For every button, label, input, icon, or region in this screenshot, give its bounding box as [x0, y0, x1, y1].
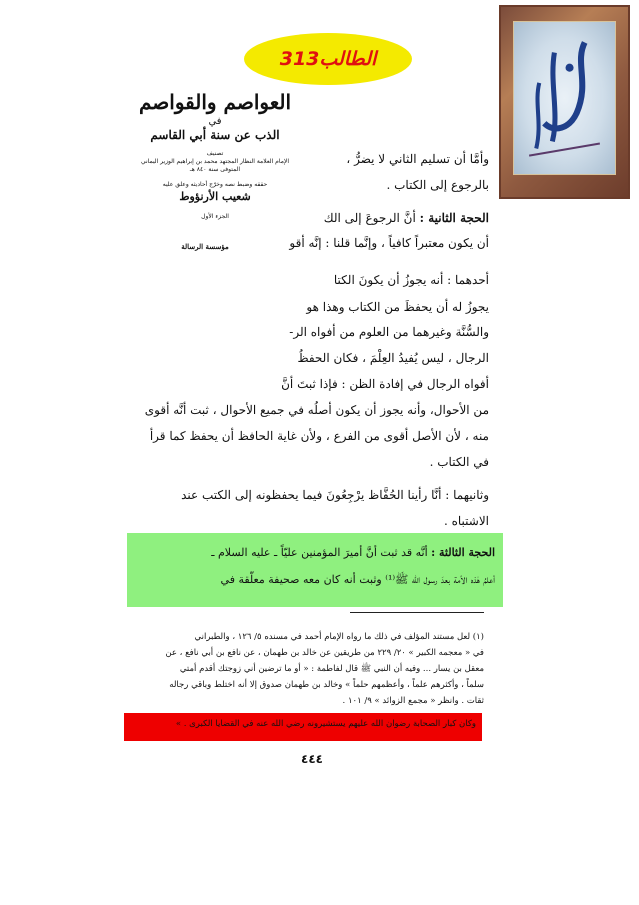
editor-intro: حققه وضبط نصه وخرّج أحاديثه وعلق عليه: [162, 181, 268, 189]
author-death: المتوفى سنة ٨٤٠ هـ: [189, 165, 241, 173]
body-line: أن يكون معتبراً كافياً ، وإنَّما قلنا : إنَّه أقو: [289, 236, 489, 250]
body-line: الرجال ، ليس يُفيدُ العِلْمَ ، فكان الحفظُ: [297, 351, 489, 365]
highlight-box: [127, 533, 503, 607]
body-line: وثانيهما : أنَّا رأينا الحُفَّاظ يرْجِعُونَ فيما يحفظونه إلى الكتب عند: [181, 488, 489, 502]
highlight-line: [211, 546, 495, 559]
publisher-name: مؤسسة الرسالة: [181, 242, 229, 252]
page-number: ٤٤٤: [301, 752, 323, 766]
footnote-line: معقل بن يسار ... وفيه أن النبي ﷺ قال لفاطمة : « أو ما ترضين أني زوجتك أقدم أمتي: [179, 664, 484, 674]
book-cover-block: [120, 86, 310, 326]
footnote-line: (١) لعل مستند المؤلف في ذلك ما رواه الإمام أحمد في مسنده ٥/ ١٢٦ ، والطبراني: [194, 632, 484, 642]
author-intro: تصنيف: [206, 150, 224, 157]
red-highlight-bar: [124, 713, 482, 741]
body-line: من الأحوال، وأنه يجوز أن يكون أصلُه في جميع الأحوال ، ثبت أنَّه أقوى: [144, 403, 489, 417]
calligraphy-plate-image: [499, 5, 630, 199]
book-title: العواصم والقواصم: [138, 90, 292, 114]
body-line: والسُّنَّة وغيرهما من العلوم من أفواه الر-: [289, 325, 489, 339]
red-bar-text: وكان كبار الصحابة رضوان الله عليهم يستشيرونه رضي الله عنه في القضايا الكبرى . »: [175, 719, 476, 729]
body-line: بالرجوع إلى الكتاب .: [386, 178, 489, 192]
body-line: وأمَّا أن تسليم الثاني لا يضرُّ ،: [346, 152, 489, 166]
body-line: منه ، لأن الأصل أقوى من الفرع ، ولأن غاية الحافظ أن يحفظ كما قرأ: [149, 429, 489, 443]
badge-text: الطالب313: [279, 48, 377, 70]
argument-label: الحجة الثانية :: [419, 211, 489, 225]
highlight-text: أنَّه قد ثبت أنَّ أميرَ المؤمنين عليّاً ـ عليه السلام ـ: [211, 546, 432, 559]
body-line: [324, 211, 489, 225]
body-line: أحدهما : أنه يجوزُ أن يكونَ الكتا: [333, 273, 489, 287]
body-line: يجوزُ له أن يحفظَ من الكتاب وهذا هو: [306, 300, 489, 314]
body-line: في الكتاب .: [429, 455, 489, 469]
book-subtitle: الذب عن سنة أبي القاسم: [150, 128, 280, 142]
footnote-divider: [350, 612, 484, 613]
footnote-line: ثقات . وانظر « مجمع الزوائد » ٩/ ١٠١ .: [342, 696, 484, 706]
calligraphy-icon: [514, 22, 615, 174]
highlight-label: الحجة الثالثة :: [431, 546, 495, 559]
editor-name: شعيب الأرنؤوط: [179, 190, 251, 204]
title-badge: [244, 33, 412, 85]
book-fi: في: [208, 116, 222, 127]
body-line: الاشتباه .: [443, 514, 489, 528]
footnote-line: في « معجمه الكبير » ٢٠/ ٢٢٩ من طريقين عن خالد بن طهمان ، عن نافع بن أبي نافع ، عن: [165, 648, 484, 658]
body-line: أفواه الرجال في إفادة الظن : فإذا ثبتَ أنَّ: [281, 377, 489, 391]
calligraphy-panel: [513, 21, 616, 175]
volume-label: الجزء الأول: [201, 213, 229, 221]
author-name: الإمام العلامة النظار المجتهد محمد بن إبراهيم الوزير اليماني: [141, 157, 289, 165]
argument-text: أنَّ الرجوعَ إلى الك: [323, 211, 420, 225]
highlight-line: أعلمُ هٰذه الأمة بعدَ رسول الله ﷺ⁽¹⁾ وثبت أنه كان معه صحيفة معلّقة في: [220, 573, 495, 586]
footnote-line: سلماً ، وأكثرهم علماً ، وأعظمهم حلماً » وخالد بن طهمان صدوق إلا أنه اختلط وباقي رجاله: [169, 680, 484, 690]
